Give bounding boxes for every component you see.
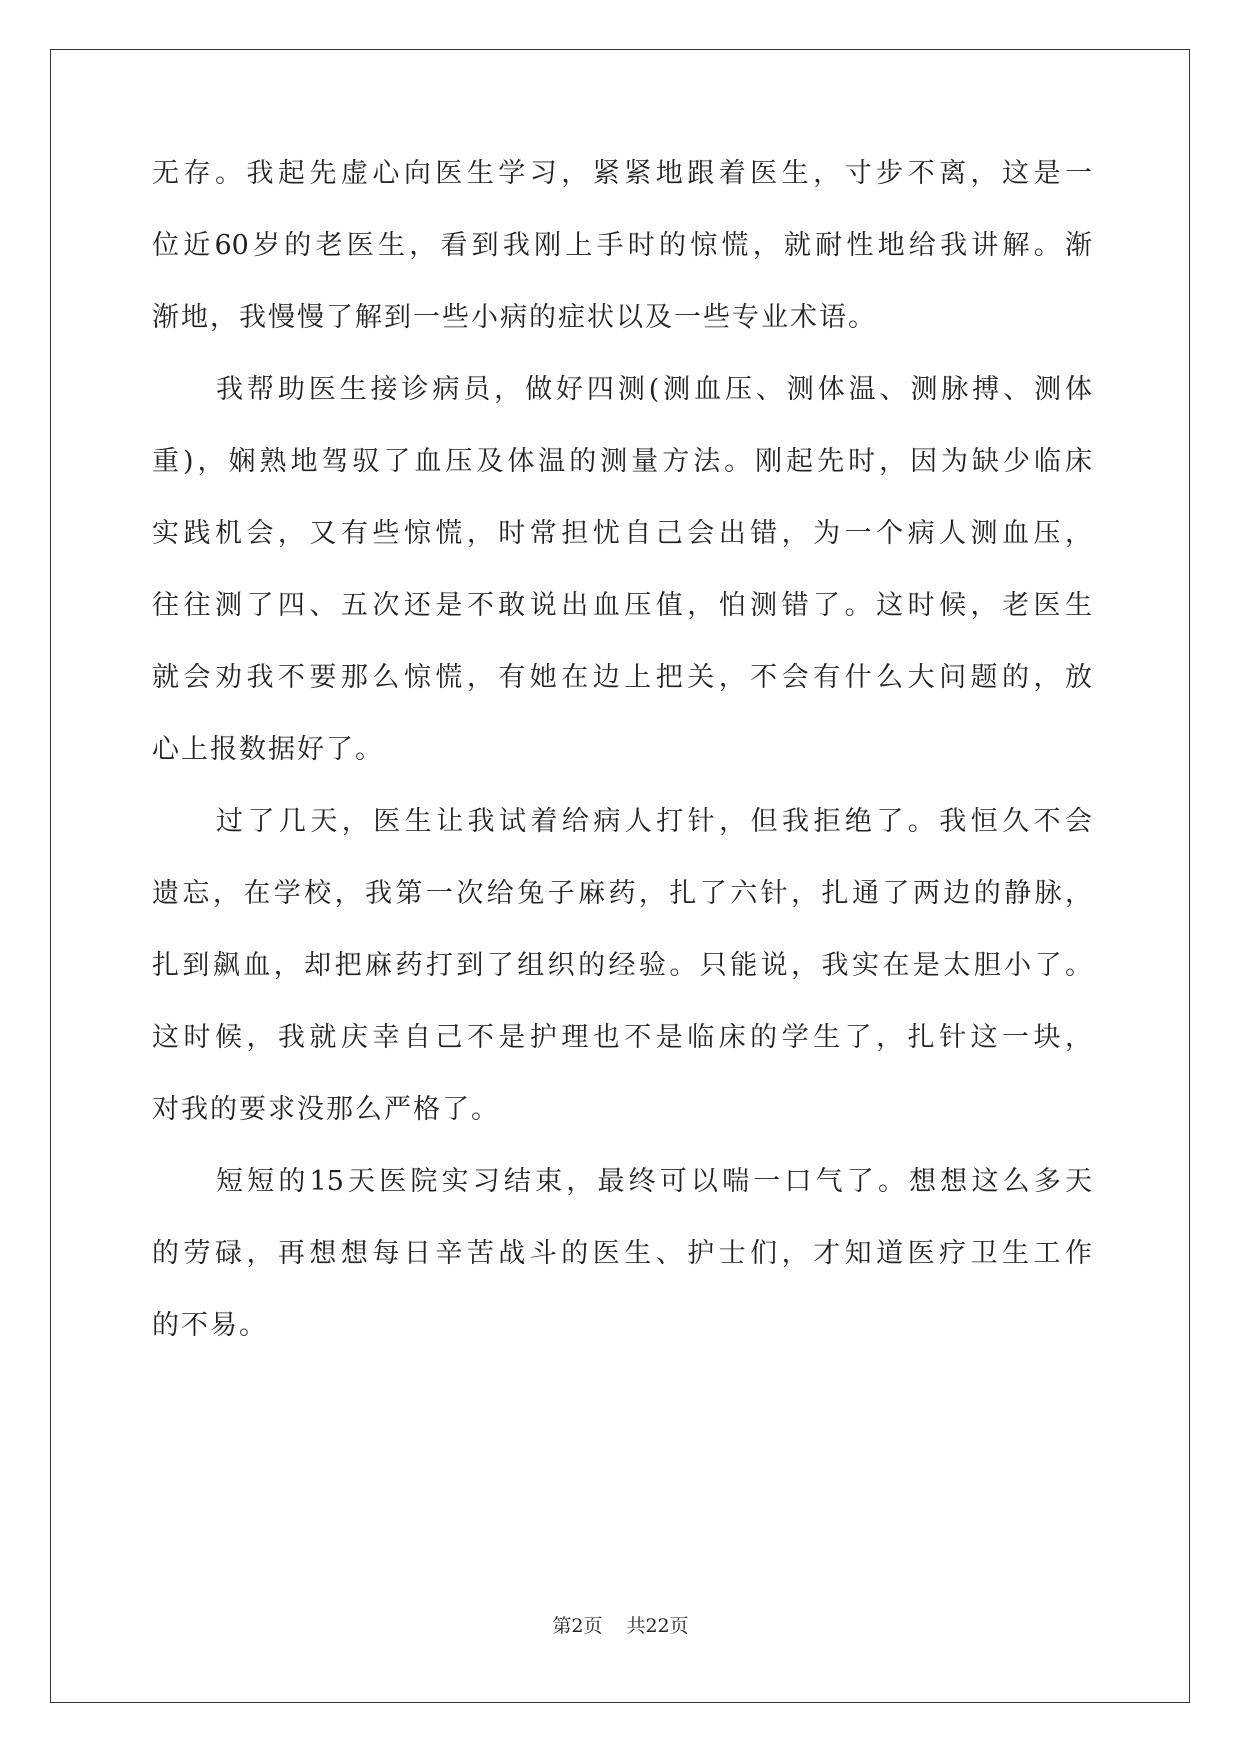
paragraph-first-line: 我帮助医生接诊病员，做好四测(测血压、测体温、测脉搏、测体 <box>216 374 1092 405</box>
text-line: 实践机会，又有些惊慌，时常担忧自己会出错，为一个病人测血压， <box>152 518 1092 549</box>
text-line: 对我的要求没那么严格了。 <box>152 1094 500 1125</box>
text-line: 遗忘，在学校，我第一次给兔子麻药，扎了六针，扎通了两边的静脉， <box>152 878 1092 909</box>
paragraph-first-line: 过了几天，医生让我试着给病人打针，但我拒绝了。我恒久不会 <box>216 806 1092 837</box>
text-line: 往往测了四、五次还是不敢说出血压值，怕测错了。这时候，老医生 <box>152 590 1092 621</box>
text-line: 的不易。 <box>152 1310 268 1341</box>
page-number: 第2页 <box>552 1615 603 1637</box>
text-line: 的劳碌，再想想每日辛苦战斗的医生、护士们，才知道医疗卫生工作 <box>152 1238 1092 1269</box>
page-footer <box>0 1613 1241 1639</box>
text-line: 位近60岁的老医生，看到我刚上手时的惊慌，就耐性地给我讲解。渐 <box>152 230 1092 261</box>
text-line: 无存。我起先虚心向医生学习，紧紧地跟着医生，寸步不离，这是一 <box>152 158 1092 189</box>
paragraph-first-line: 短短的15天医院实习结束，最终可以喘一口气了。想想这么多天 <box>216 1166 1092 1197</box>
text-line: 心上报数据好了。 <box>152 734 384 765</box>
text-line: 渐地，我慢慢了解到一些小病的症状以及一些专业术语。 <box>152 302 877 333</box>
text-line: 重)，娴熟地驾驭了血压及体温的测量方法。刚起先时，因为缺少临床 <box>152 446 1092 477</box>
text-line: 就会劝我不要那么惊慌，有她在边上把关，不会有什么大问题的，放 <box>152 662 1092 693</box>
text-line: 扎到飙血，却把麻药打到了组织的经验。只能说，我实在是太胆小了。 <box>152 950 1092 981</box>
text-line: 这时候，我就庆幸自己不是护理也不是临床的学生了，扎针这一块， <box>152 1022 1092 1053</box>
page-total: 共22页 <box>626 1615 689 1637</box>
